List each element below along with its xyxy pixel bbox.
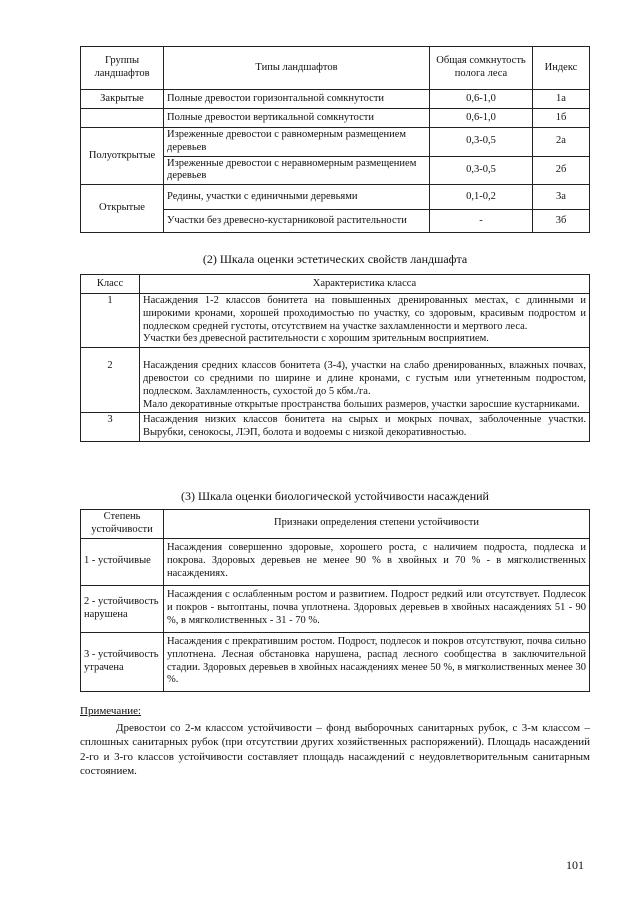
group-closed: Закрытые [81, 90, 164, 109]
class-desc-p1: Насаждения средних классов бонитета (3-4), участки на слабо дренированных, влажных почвах, древостои со средними по ширине и длине кронами, с густым или угнетенным подростом, подлеском. Захламленность, сухостой до 5 кбм./га. [143, 360, 586, 397]
header-class: Класс [81, 275, 140, 294]
class-desc-p2: Мало декоративные открытые пространства больших размеров, участки заросшие кустарниками. [143, 398, 580, 410]
class-description [140, 294, 590, 348]
header-degree: Степень устойчивости [81, 510, 164, 539]
group-open: Открытые [81, 185, 164, 233]
class-desc-p1: Насаждения низких классов бонитета на сырых и мокрых почвах, заболоченные участки. Вырубки, сенокосы, ЛЭП, болота и водоемы с низкой декоративностью. [143, 414, 586, 439]
group-empty-cell [81, 109, 164, 128]
density-value: 0,6-1,0 [430, 90, 533, 109]
landscape-type: Изреженные древостои с неравномерным размещением деревьев [164, 156, 430, 185]
index-value: 3а [533, 185, 590, 210]
header-signs: Признаки определения степени устойчивости [164, 510, 590, 539]
stability-description: Насаждения с ослабленным ростом и развитием. Подрост редкий или отсутствует. Подлесок и покров - вытоптаны, почва уплотнена. Здоровых деревьев в хвойных насаждениях 51 - 90 %, в мягколиственных - 31 - 70 %. [164, 585, 590, 632]
table-row [81, 294, 590, 348]
section-3-title: (3) Шкала оценки биологической устойчивости насаждений [181, 489, 489, 503]
landscape-type: Полные древостои горизонтальной сомкнутости [164, 90, 430, 109]
landscape-type: Редины, участки с единичными деревьями [164, 185, 430, 210]
class-description [140, 413, 590, 442]
note-heading: Примечание: [80, 705, 142, 717]
section-2-title: (2) Шкала оценки эстетических свойств ландшафта [202, 252, 468, 266]
header-class-desc: Характеристика класса [140, 275, 590, 294]
header-density: Общая сомкнутость полога леса [430, 47, 533, 90]
stability-degree: 2 - устойчивость нарушена [81, 585, 164, 632]
density-value: - [430, 210, 533, 233]
landscape-type: Полные древостои вертикальной сомкнутости [164, 109, 430, 128]
stability-description: Насаждения с прекратившим ростом. Подрост, подлесок и покров отсутствуют, почва сильно уплотнена. Лесная обстановка нарушена, распад лесного сообщества в заключительной стадии. Здоровых деревьев в хвойных насаждениях менее 50 %, в мягколиственных менее 30 %. [164, 632, 590, 691]
table-row [81, 348, 590, 413]
aesthetic-scale-table [80, 274, 590, 442]
header-groups: Группы ландшафтов [81, 47, 164, 90]
table-row [81, 109, 590, 128]
density-value: 0,6-1,0 [430, 109, 533, 128]
stability-degree: 1 - устойчивые [81, 538, 164, 585]
index-value: 3б [533, 210, 590, 233]
landscape-type: Изреженные древостои с равномерным размещением деревьев [164, 128, 430, 157]
stability-degree: 3 - устойчивость утрачена [81, 632, 164, 691]
table-row [81, 413, 590, 442]
density-value: 0,3-0,5 [430, 156, 533, 185]
header-index: Индекс [533, 47, 590, 90]
index-value: 1а [533, 90, 590, 109]
table-row [81, 90, 590, 109]
stability-scale-table [80, 509, 590, 692]
landscape-types-table [80, 46, 590, 233]
page-number: 101 [566, 858, 584, 872]
density-value: 0,1-0,2 [430, 185, 533, 210]
table-row [81, 538, 590, 585]
table-header-row [81, 47, 590, 90]
stability-description: Насаждения совершенно здоровые, хорошего роста, с наличием подроста, подлеска и покрова. Здоровых деревьев не менее 90 % в хвойных и 70 % - в мягколиственных насаждениях. [164, 538, 590, 585]
table-header-row [81, 510, 590, 539]
index-value: 2б [533, 156, 590, 185]
table-row [81, 185, 590, 210]
class-number: 3 [81, 413, 140, 442]
table-row [81, 632, 590, 691]
table-row [81, 585, 590, 632]
class-description [140, 348, 590, 413]
class-desc-p2: Участки без древесной растительности с хорошим зрительным восприятием. [143, 333, 489, 345]
header-types: Типы ландшафтов [164, 47, 430, 90]
landscape-type: Участки без древесно-кустарниковой растительности [164, 210, 430, 233]
class-number: 2 [81, 348, 140, 413]
note-text: Древостои со 2-м классом устойчивости – фонд выборочных санитарных рубок, с 3-м классом – сплошных санитарных рубок (при отсутствии других хозяйственных распоряжений). Площадь насаждений 2-го и 3-го классов устойчивости составляет площадь насаждений с неудовлетворительным санитарным состоянием. [80, 722, 590, 777]
density-value: 0,3-0,5 [430, 128, 533, 157]
index-value: 2а [533, 128, 590, 157]
class-desc-p1: Насаждения 1-2 классов бонитета на повышенных дренированных местах, с длинными и широкими кронами, хорошей проходимостью по участку, со здоровым, красивым подростом и подлеском средней густоты, отсутствием на участке захламленности и мертвого леса. [143, 295, 586, 332]
index-value: 1б [533, 109, 590, 128]
class-number: 1 [81, 294, 140, 348]
table-row [81, 128, 590, 157]
group-semi-open: Полуоткрытые [81, 128, 164, 185]
table-header-row [81, 275, 590, 294]
